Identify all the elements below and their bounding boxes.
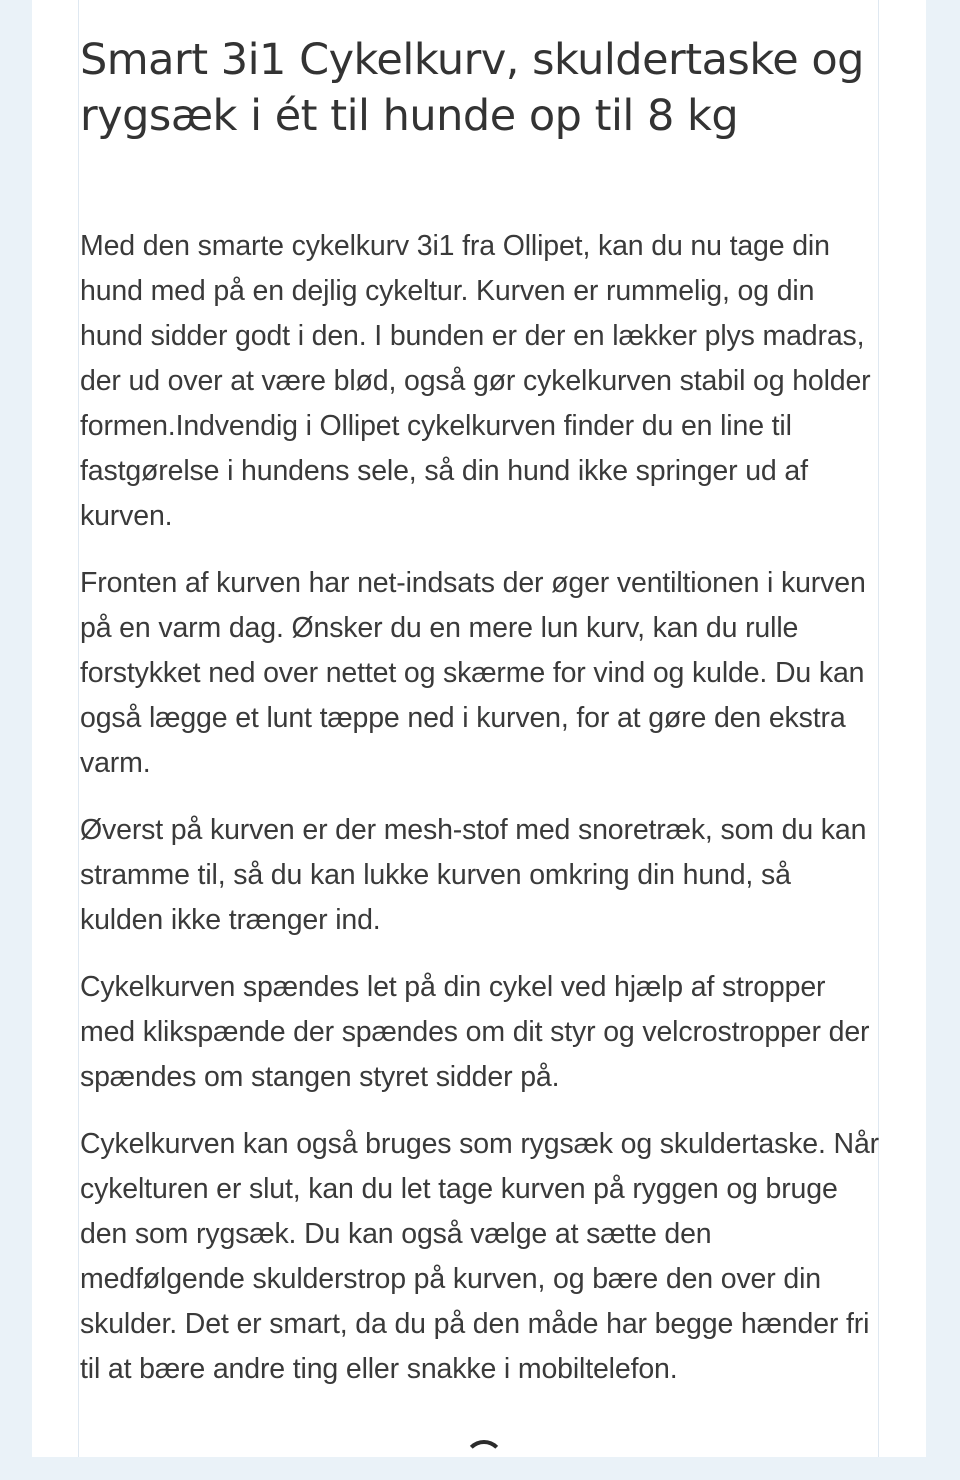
description-paragraph-4: Cykelkurven spændes let på din cykel ved hjælp af stropper med klikspænde der spændes om dit styr og velcrostropper der spændes om stangen styret sidder på. <box>80 971 870 1093</box>
product-title: Smart 3i1 Cykelkurv, skuldertaske og rygsæk i ét til hunde op til 8 kg <box>80 35 864 141</box>
content-border-left <box>78 0 79 1457</box>
product-card <box>32 0 926 1457</box>
description-paragraph-3: Øverst på kurven er der mesh-stof med snoretræk, som du kan stramme til, så du kan lukke kurven omkring din hund, så kulden ikke trænger ind. <box>80 814 867 936</box>
description-paragraph-2: Fronten af kurven har net-indsats der øger ventiltionen i kurven på en varm dag. Ønsker du en mere lun kurv, kan du rulle forstykket ned over nettet og skærme for vind og kulde. Du kan også lægge et lunt tæppe ned i kurven, for at gøre den ekstra varm. <box>80 567 866 779</box>
description-paragraph-1: Med den smarte cykelkurv 3i1 fra Ollipet, kan du nu tage din hund med på en dejlig cykeltur. Kurven er rummelig, og din hund sidder godt i den. I bunden er der en lækker plys madras, der ud over at være blød, også gør cykelkurven stabil og holder formen.Indvendig i Ollipet cykelkurven finder du en line til fastgørelse i hundens sele, så din hund ikke springer ud af kurven. <box>80 230 871 532</box>
description-paragraph-5: Cykelkurven kan også bruges som rygsæk og skuldertaske. Når cykelturen er slut, kan du let tage kurven på ryggen og bruge den som rygsæk. Du kan også vælge at sætte den medfølgende skulderstrop på kurven, og bære den over din skulder. Det er smart, da du på den måde har begge hænder fri til at bære andre ting eller snakke i mobiltelefon. <box>80 1128 880 1385</box>
product-content <box>80 32 880 1414</box>
loading-spinner-icon <box>464 1440 504 1480</box>
product-description <box>80 224 880 1392</box>
